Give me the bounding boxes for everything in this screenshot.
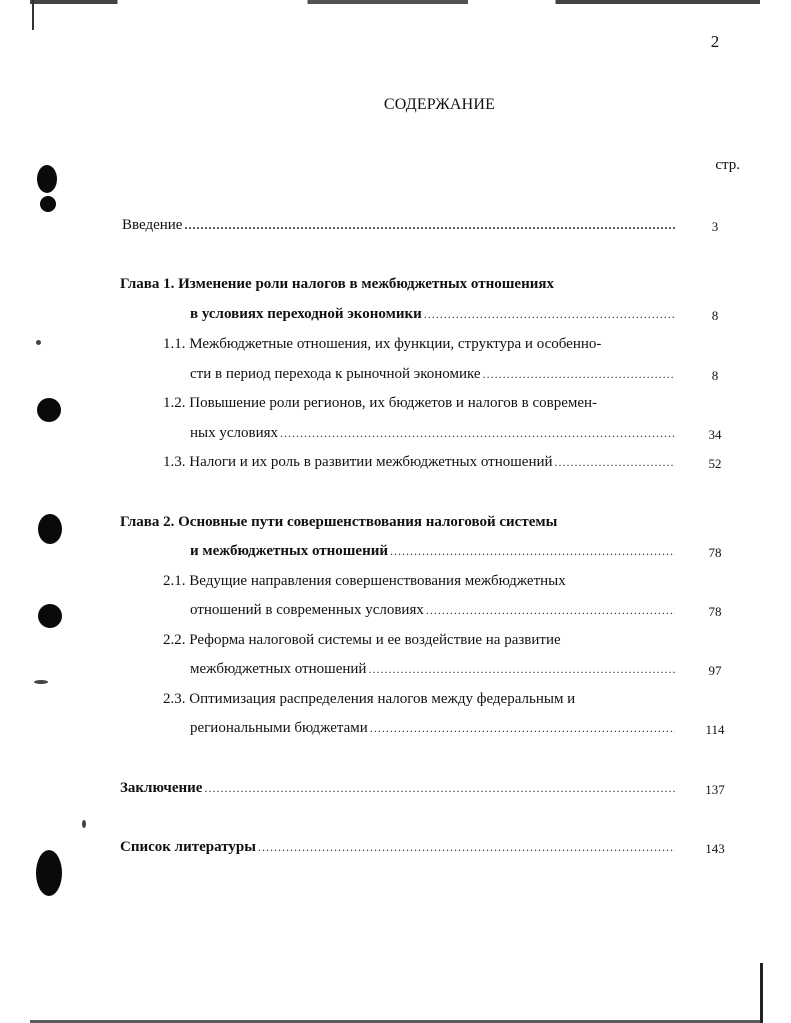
toc-page-number: 52 — [708, 456, 722, 471]
toc-entry-text: в условиях переходной экономики — [190, 306, 422, 322]
toc-entry-text: сти в период перехода к рыночной экономике — [190, 366, 481, 382]
toc-entry-text: Список литературы — [120, 839, 256, 855]
toc-page-number: 78 — [708, 545, 722, 560]
toc-section-1-3[interactable] — [163, 454, 678, 476]
leader-dots — [370, 721, 675, 736]
toc-entry-text: 1.1. Межбюджетные отношения, их функции, структура и особенно- — [163, 336, 602, 352]
toc-section-1-2[interactable] — [163, 395, 683, 417]
toc-chapter-1-cont[interactable] — [190, 306, 678, 328]
scan-speck — [82, 820, 86, 828]
toc-section-2-2[interactable] — [163, 632, 683, 654]
leader-dots — [280, 426, 675, 441]
toc-page-number: 8 — [711, 368, 719, 383]
toc-entry-references[interactable] — [120, 839, 678, 861]
toc-entry-text: Глава 2. Основные пути совершенствования налоговой системы — [120, 514, 558, 530]
leader-dots — [426, 603, 675, 618]
toc-section-2-1-cont[interactable] — [190, 602, 678, 624]
toc-entry-intro[interactable] — [122, 217, 678, 239]
toc-entry-text: 1.3. Налоги и их роль в развитии межбюджетных отношений — [163, 454, 553, 470]
page-number: 2 — [710, 32, 720, 51]
toc-page-number: 143 — [705, 841, 725, 856]
toc-entry-text: 2.2. Реформа налоговой системы и ее воздействие на развитие — [163, 632, 561, 648]
toc-entry-text: региональными бюджетами — [190, 720, 368, 736]
toc-entry-text: и межбюджетных отношений — [190, 543, 389, 559]
punch-hole — [37, 398, 61, 422]
toc-page-number: 8 — [711, 308, 719, 323]
toc-page-number: 78 — [708, 604, 722, 619]
toc-entry-text: Введение — [122, 217, 183, 233]
toc-entry-text: 1.2. Повышение роли регионов, их бюджетов и налогов в современ- — [163, 395, 598, 411]
toc-page-number: 137 — [705, 782, 725, 797]
toc-entry-text: Глава 1. Изменение роли налогов в межбюджетных отношениях — [120, 276, 554, 292]
toc-entry-conclusion[interactable] — [120, 780, 678, 802]
toc-chapter-1[interactable] — [120, 276, 680, 298]
page-title: СОДЕРЖАНИЕ — [383, 96, 496, 113]
toc-section-2-3-cont[interactable] — [190, 720, 678, 742]
punch-hole — [36, 850, 62, 896]
toc-section-1-1-cont[interactable] — [190, 366, 678, 388]
toc-entry-text: ных условиях — [190, 425, 279, 441]
toc-entry-text: межбюджетных отношений — [190, 661, 367, 677]
punch-hole — [38, 514, 62, 544]
leader-dots — [390, 544, 675, 559]
toc-entry-text: 2.1. Ведущие направления совершенствования межбюджетных — [163, 573, 566, 589]
leader-dots — [258, 840, 675, 855]
scan-edge-right — [760, 963, 763, 1023]
scan-edge-top — [30, 0, 760, 4]
leader-dots — [368, 662, 675, 677]
leader-dots — [483, 367, 675, 382]
toc-page-number: 114 — [705, 722, 725, 737]
page-column-label: стр. — [715, 157, 740, 173]
toc-page-number: 34 — [708, 427, 722, 442]
leader-dots — [424, 307, 675, 322]
leader-dots — [184, 218, 675, 233]
toc-chapter-2[interactable] — [120, 514, 680, 536]
toc-page-number: 97 — [708, 663, 722, 678]
toc-entry-text: 2.3. Оптимизация распределения налогов между федеральным и — [163, 691, 576, 707]
punch-hole — [38, 604, 62, 628]
scan-speck — [36, 340, 41, 345]
toc-section-1-2-cont[interactable] — [190, 425, 678, 447]
punch-hole — [37, 165, 57, 193]
toc-section-1-1[interactable] — [163, 336, 683, 358]
toc-entry-text: Заключение — [120, 780, 203, 796]
leader-dots — [204, 781, 675, 796]
toc-section-2-2-cont[interactable] — [190, 661, 678, 683]
toc-chapter-2-cont[interactable] — [190, 543, 678, 565]
toc-page-number: 3 — [711, 219, 719, 234]
scan-speck — [34, 680, 48, 684]
toc-entry-text: отношений в современных условиях — [190, 602, 424, 618]
toc-section-2-3[interactable] — [163, 691, 683, 713]
scan-edge-left — [32, 0, 34, 30]
punch-hole — [40, 196, 56, 212]
leader-dots — [555, 455, 675, 470]
toc-section-2-1[interactable] — [163, 573, 683, 595]
